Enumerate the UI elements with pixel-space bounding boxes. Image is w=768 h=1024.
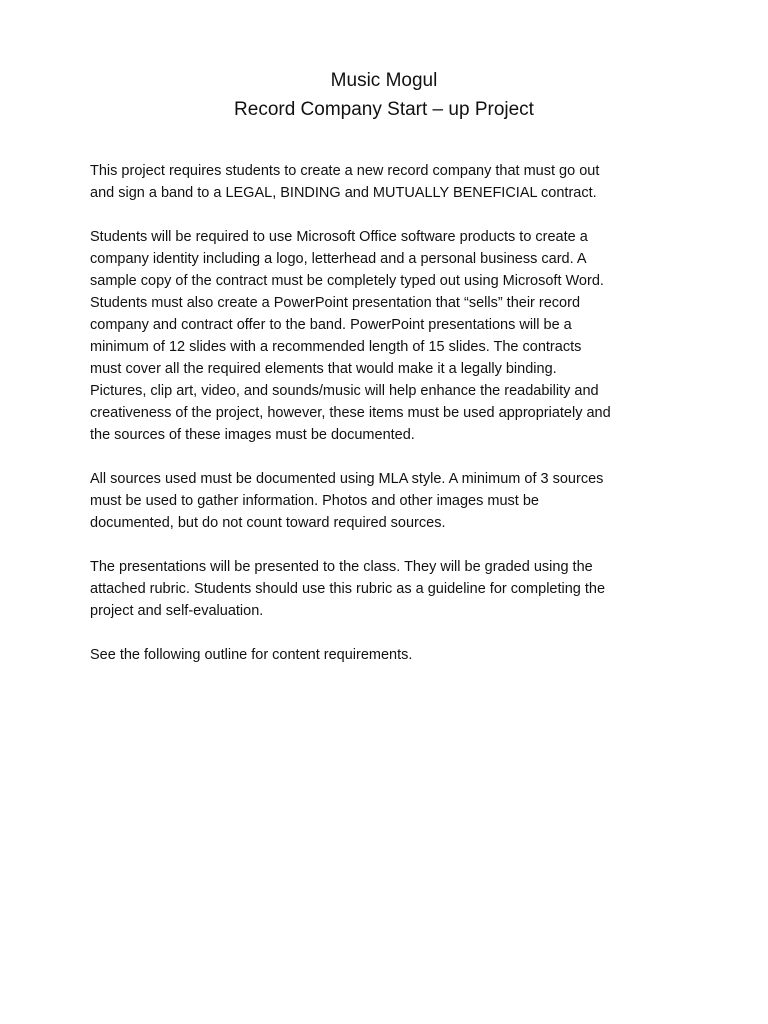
- document-body: [90, 160, 690, 688]
- title-block: [0, 66, 768, 124]
- document-title: Music Mogul: [330, 70, 438, 91]
- text-line: company identity including a logo, letterhead and a personal business card. A: [90, 251, 587, 267]
- text-line: Students will be required to use Microsoft Office software products to create a: [90, 229, 588, 245]
- paragraph-presentations: [90, 556, 690, 622]
- text-line: sample copy of the contract must be completely typed out using Microsoft Word.: [90, 273, 604, 289]
- text-line: company and contract offer to the band. PowerPoint presentations will be a: [90, 317, 572, 333]
- text-line: attached rubric. Students should use this rubric as a guideline for completing the: [90, 581, 606, 597]
- text-line: See the following outline for content requirements.: [90, 647, 413, 663]
- text-line: The presentations will be presented to the class. They will be graded using the: [90, 559, 593, 575]
- text-line: Students must also create a PowerPoint presentation that “sells” their record: [90, 295, 581, 311]
- text-line: must cover all the required elements that would make it a legally binding.: [90, 361, 557, 377]
- text-line: the sources of these images must be documented.: [90, 427, 415, 443]
- paragraph-software-requirements: [90, 226, 690, 446]
- text-line: must be used to gather information. Photos and other images must be: [90, 493, 539, 509]
- text-line: This project requires students to create a new record company that must go out: [90, 163, 600, 179]
- text-line: All sources used must be documented using MLA style. A minimum of 3 sources: [90, 471, 604, 487]
- text-line: documented, but do not count toward required sources.: [90, 515, 446, 531]
- text-line: creativeness of the project, however, these items must be used appropriately and: [90, 405, 611, 421]
- text-line: project and self-evaluation.: [90, 603, 264, 619]
- text-line: Pictures, clip art, video, and sounds/music will help enhance the readability and: [90, 383, 599, 399]
- paragraph-outline-note: [90, 644, 690, 666]
- document-subtitle: Record Company Start – up Project: [234, 99, 534, 120]
- text-line: minimum of 12 slides with a recommended length of 15 slides. The contracts: [90, 339, 582, 355]
- paragraph-sources: [90, 468, 690, 534]
- text-line: and sign a band to a LEGAL, BINDING and MUTUALLY BENEFICIAL contract.: [90, 185, 597, 201]
- paragraph-intro: [90, 160, 690, 204]
